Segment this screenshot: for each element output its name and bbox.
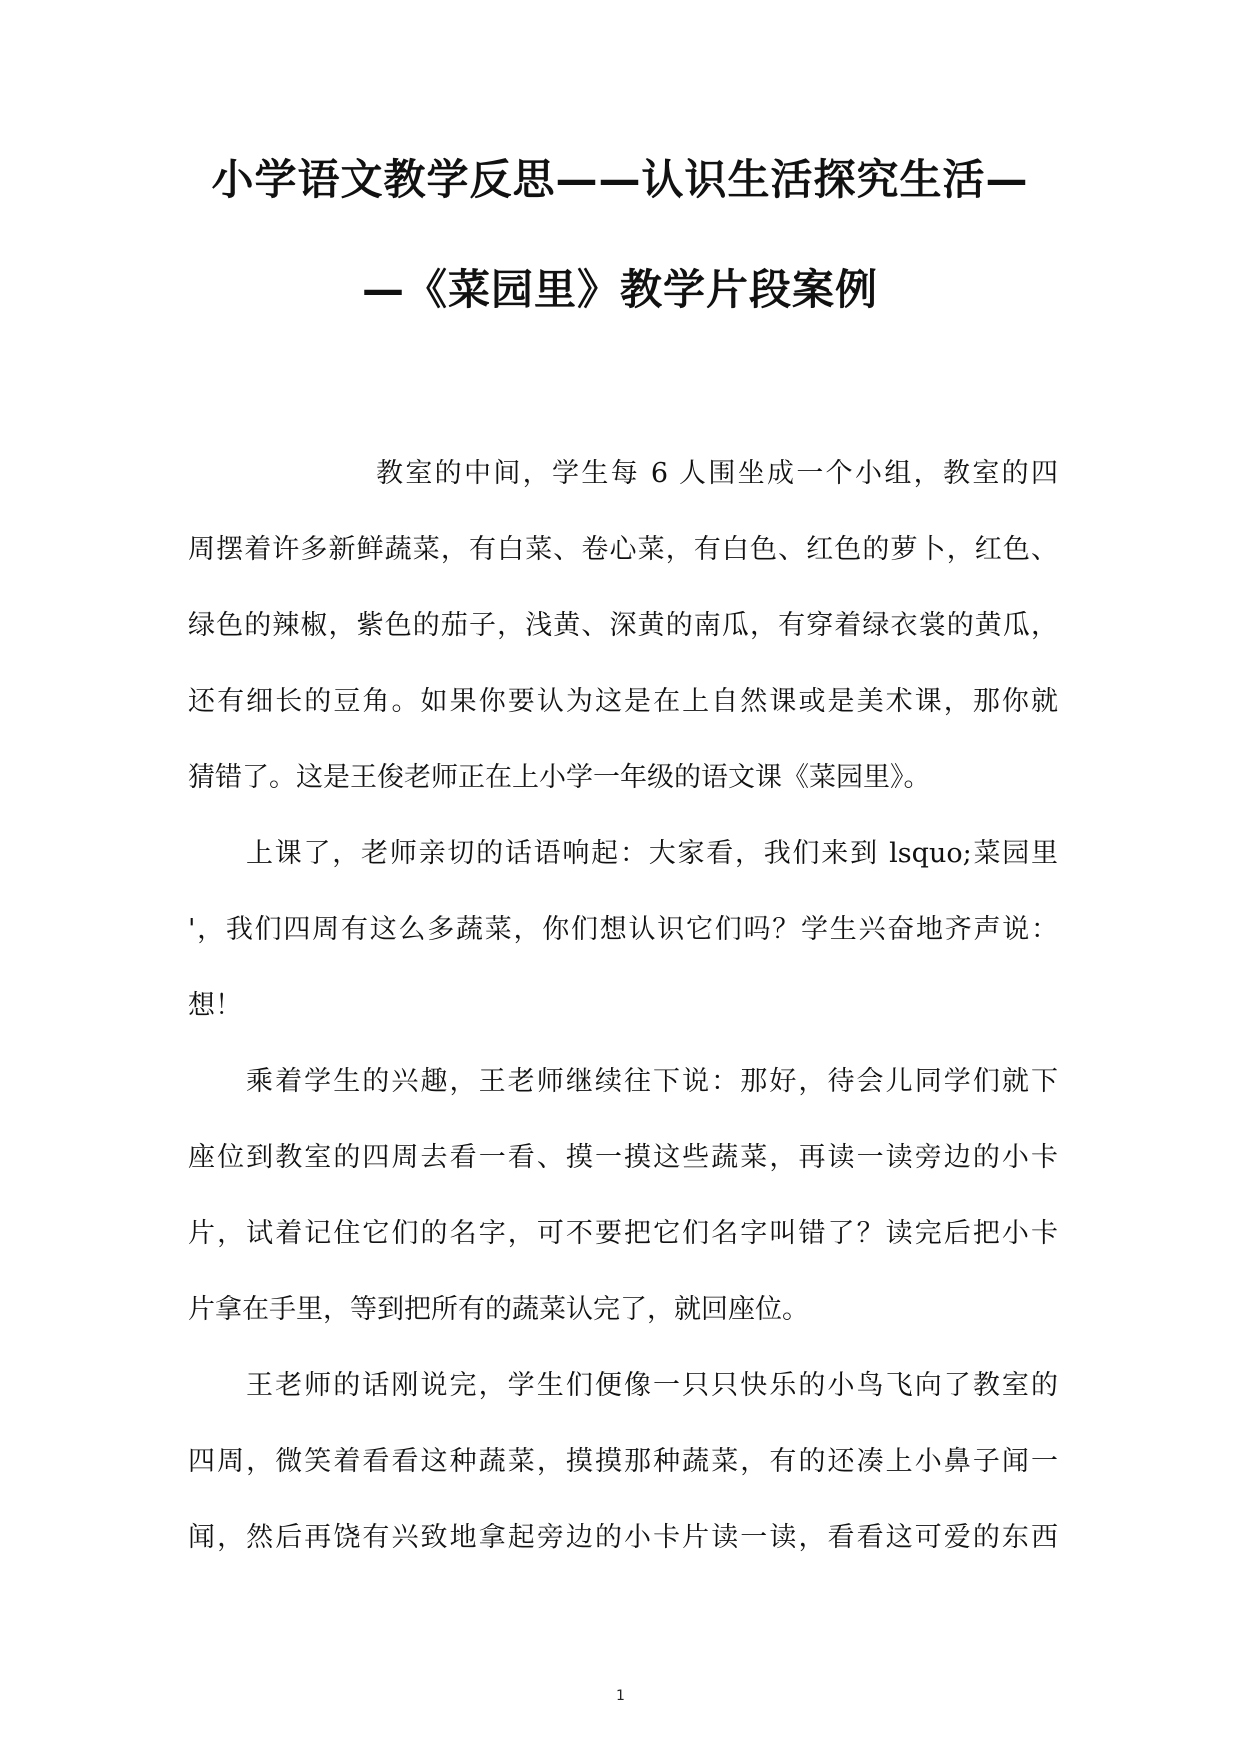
document-title-line-1: 小学语文教学反思——认识生活探究生活—	[211, 155, 1029, 204]
paragraph-line: '，我们四周有这么多蔬菜，你们想认识它们吗？学生兴奋地齐声说：	[188, 914, 1058, 945]
paragraph-line: 闻，然后再饶有兴致地拿起旁边的小卡片读一读，看看这可爱的东西	[188, 1522, 1058, 1553]
paragraph-line: 教室的中间，学生每 6 人围坐成一个小组，教室的四	[376, 458, 1058, 489]
paragraph-line: 猜错了。这是王俊老师正在上小学一年级的语文课《菜园里》。	[188, 762, 931, 793]
paragraph-line: 还有细长的豆角。如果你要认为这是在上自然课或是美术课，那你就	[188, 686, 1058, 717]
paragraph-line: 上课了，老师亲切的话语响起：大家看，我们来到 lsquo;菜园里	[246, 838, 1058, 869]
paragraph-line: 四周，微笑着看看这种蔬菜，摸摸那种蔬菜，有的还凑上小鼻子闻一	[188, 1446, 1058, 1477]
paragraph-line: 王老师的话刚说完，学生们便像一只只快乐的小鸟飞向了教室的	[246, 1370, 1058, 1401]
paragraph-line: 周摆着许多新鲜蔬菜，有白菜、卷心菜，有白色、红色的萝卜，红色、	[188, 534, 1058, 565]
paragraph-line: 乘着学生的兴趣，王老师继续往下说：那好，待会儿同学们就下	[246, 1066, 1058, 1097]
paragraph-4	[188, 1348, 1058, 1576]
paragraph-1	[188, 436, 1058, 816]
paragraph-3	[188, 1044, 1058, 1348]
paragraph-line: 绿色的辣椒，紫色的茄子，浅黄、深黄的南瓜，有穿着绿衣裳的黄瓜，	[188, 610, 1058, 641]
page-number: 1	[616, 1688, 625, 1704]
paragraph-line: 片，试着记住它们的名字，可不要把它们名字叫错了？读完后把小卡	[188, 1218, 1058, 1249]
paragraph-line: 想！	[188, 990, 242, 1021]
paragraph-2	[188, 816, 1058, 1044]
document-title-line-2: —《菜园里》教学片段案例	[361, 265, 878, 314]
paragraph-line: 片拿在手里，等到把所有的蔬菜认完了，就回座位。	[188, 1294, 809, 1325]
paragraph-line: 座位到教室的四周去看一看、摸一摸这些蔬菜，再读一读旁边的小卡	[188, 1142, 1058, 1173]
document-body	[188, 436, 1058, 1576]
